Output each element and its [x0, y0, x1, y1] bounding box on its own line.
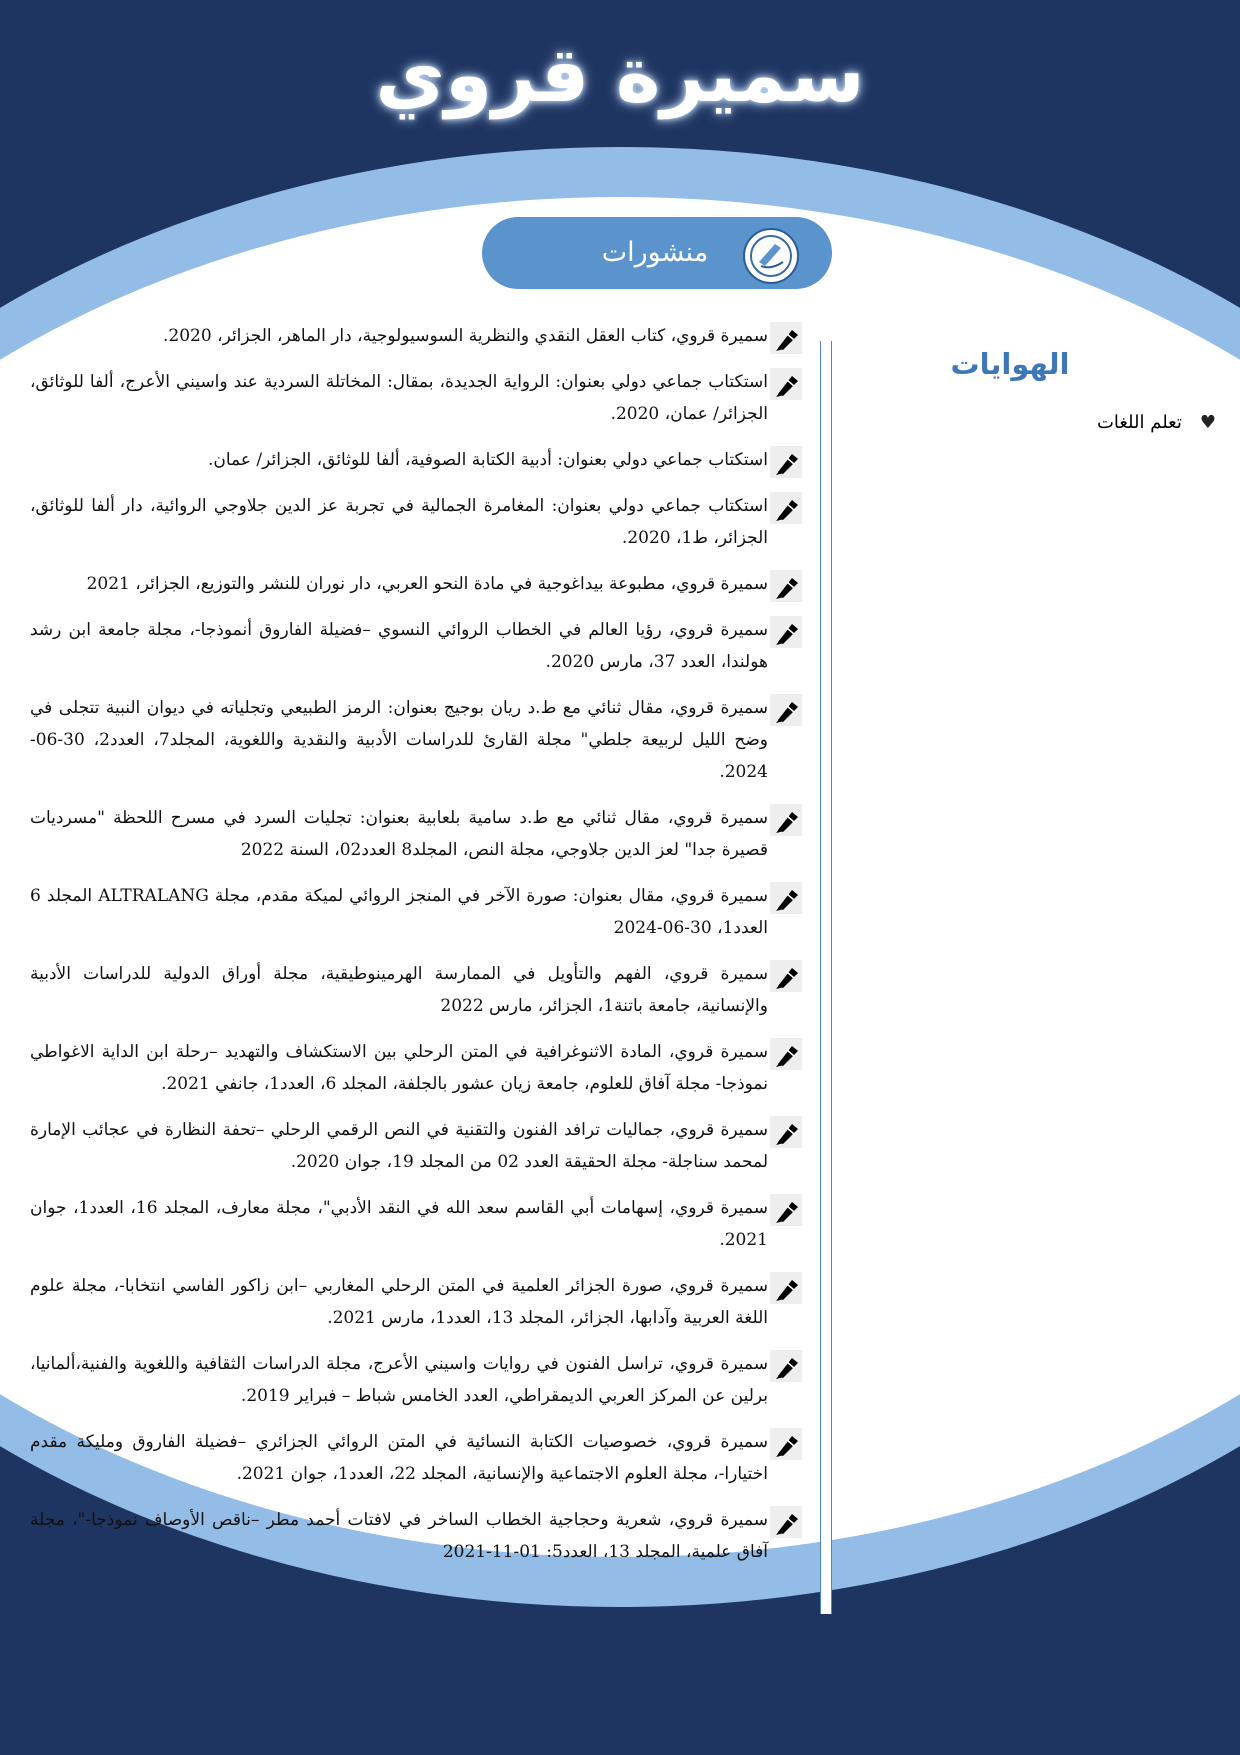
- publication-entry: [30, 1192, 802, 1256]
- pen-nib-icon: [770, 570, 802, 602]
- publication-entry: [30, 444, 802, 476]
- hobby-label: تعلم اللغات: [1096, 412, 1182, 433]
- publication-text: سميرة قروي، كتاب العقل النقدي والنظرية السوسيولوجية، دار الماهر، الجزائر، 2020.: [163, 326, 768, 346]
- pen-nib-icon: [770, 1506, 802, 1538]
- publication-text: استكتاب جماعي دولي بعنوان: أدبية الكتابة الصوفية، ألفا للوثائق، الجزائر/ عمان.: [207, 450, 768, 470]
- publication-entry: [30, 366, 802, 430]
- pen-nib-icon: [770, 882, 802, 914]
- publication-text: سميرة قروي، رؤيا العالم في الخطاب الروائي النسوي –فضيلة الفاروق أنموذجا-، مجلة جامعة ابن رشد هولندا، العدد 37، مارس 2020.: [30, 620, 768, 672]
- publication-entry: [30, 1426, 802, 1490]
- publications-list: [30, 320, 802, 1582]
- publication-entry: [30, 614, 802, 678]
- heart-bullet-icon: ♥: [1199, 412, 1216, 433]
- pen-nib-icon: [770, 446, 802, 478]
- pen-nib-icon: [770, 322, 802, 354]
- pen-nib-icon: [770, 1194, 802, 1226]
- pen-nib-icon: [770, 694, 802, 726]
- publication-entry: [30, 320, 802, 352]
- hobbies-title: الهوايات: [950, 347, 1070, 381]
- publication-entry: [30, 802, 802, 866]
- publication-entry: [30, 958, 802, 1022]
- publication-text: سميرة قروي، مقال بعنوان: صورة الآخر في المنجز الروائي لميكة مقدم، مجلة ALTRALANG المجلد 6 العدد1، 30-06-2024: [30, 886, 768, 938]
- pen-nib-icon: [770, 1272, 802, 1304]
- pen-nib-icon: [770, 368, 802, 400]
- pen-nib-icon: [770, 960, 802, 992]
- publication-text: سميرة قروي، خصوصيات الكتابة النسائية في المتن الروائي الجزائري –فضيلة الفاروق ومليكة مقدم اختيارا-، مجلة العلوم الاجتماعية والإنسانية، المجلد 22، العدد1، جوان 2021.: [30, 1432, 768, 1484]
- column-divider: [820, 341, 832, 1614]
- publication-entry: [30, 1114, 802, 1178]
- pen-nib-icon: [770, 492, 802, 524]
- publication-entry: [30, 568, 802, 600]
- publication-text: سميرة قروي، مقال ثنائي مع ط.د سامية بلعابية بعنوان: تجليات السرد في مسرح اللحظة "مسرديات قصيرة جدا" لعز الدين جلاوجي، مجلة النص، المجلد8 العدد02، السنة 2022: [30, 808, 768, 860]
- publication-entry: [30, 1504, 802, 1568]
- publication-text: سميرة قروي، تراسل الفنون في روايات واسيني الأعرج، مجلة الدراسات الثقافية واللغوية والفنية،ألمانيا، برلين عن المركز العربي الديمقراطي، العدد الخامس شباط – فبراير 2019.: [30, 1354, 768, 1406]
- hobby-item: [990, 412, 1216, 433]
- publication-entry: [30, 490, 802, 554]
- publication-text: سميرة قروي، شعرية وحجاجية الخطاب الساخر في لافتات أحمد مطر –ناقص الأوصاف نموذجا-"، مجلة آفاق علمية، المجلد 13، العدد5: 01-11-2021: [30, 1510, 768, 1562]
- publication-text: سميرة قروي، المادة الاثنوغرافية في المتن الرحلي بين الاستكشاف والتهديد –رحلة ابن الداية الاغواطي نموذجا- مجلة آفاق للعلوم، جامعة زيان عشور بالجلفة، المجلد 6، العدد1، جانفي 2021.: [30, 1042, 768, 1094]
- publication-entry: [30, 880, 802, 944]
- publication-text: سميرة قروي، مقال ثنائي مع ط.د ريان بوجيج بعنوان: الرمز الطبيعي وتجلياته في ديوان النبية تتجلى في وضح الليل لربيعة جلطي" مجلة القارئ للدراسات الأدبية والنقدية واللغوية، المجلد7، العدد2، 30-06-2024.: [30, 698, 768, 782]
- pen-nib-icon: [770, 616, 802, 648]
- publication-text: سميرة قروي، صورة الجزائر العلمية في المتن الرحلي المغاربي –ابن زاكور الفاسي انتخابا-، مجلة علوم اللغة العربية وآدابها، الجزائر، المجلد 13، العدد1، مارس 2021.: [30, 1276, 768, 1328]
- publications-title: منشورات: [601, 237, 709, 268]
- publication-text: سميرة قروي، إسهامات أبي القاسم سعد الله في النقد الأدبي"، مجلة معارف، المجلد 16، العدد1، جوان 2021.: [30, 1198, 768, 1250]
- publication-text: سميرة قروي، مطبوعة بيداغوجية في مادة النحو العربي، دار نوران للنشر والتوزيع، الجزائر، 2021: [86, 574, 768, 594]
- pen-nib-icon: [770, 1116, 802, 1148]
- pen-nib-icon: [770, 804, 802, 836]
- pen-paper-logo-icon: [743, 228, 799, 284]
- publication-text: سميرة قروي، جماليات ترافد الفنون والتقنية في النص الرقمي الرحلي –تحفة النظارة في عجائب الإمارة لمحمد سناجلة- مجلة الحقيقة العدد 02 من المجلد 19، جوان 2020.: [30, 1120, 768, 1172]
- publication-text: استكتاب جماعي دولي بعنوان: الرواية الجديدة، بمقال: المخاتلة السردية عند واسيني الأعرج، ألفا للوثائق، الجزائر/ عمان، 2020.: [30, 372, 768, 424]
- publication-entry: [30, 1270, 802, 1334]
- pen-nib-icon: [770, 1350, 802, 1382]
- pen-nib-icon: [770, 1428, 802, 1460]
- pen-nib-icon: [770, 1038, 802, 1070]
- publication-text: استكتاب جماعي دولي بعنوان: المغامرة الجمالية في تجربة عز الدين جلاوجي الروائية، دار ألفا للوثائق، الجزائر، ط1، 2020.: [30, 496, 768, 548]
- publication-entry: [30, 692, 802, 788]
- publication-text: سميرة قروي، الفهم والتأويل في الممارسة الهرمينوطيقية، مجلة أوراق الدولية للدراسات الأدبية والإنسانية، جامعة باتنة1، الجزائر، مارس 2022: [30, 964, 768, 1016]
- person-name: سميرة قروي: [375, 30, 865, 119]
- publication-entry: [30, 1348, 802, 1412]
- publication-entry: [30, 1036, 802, 1100]
